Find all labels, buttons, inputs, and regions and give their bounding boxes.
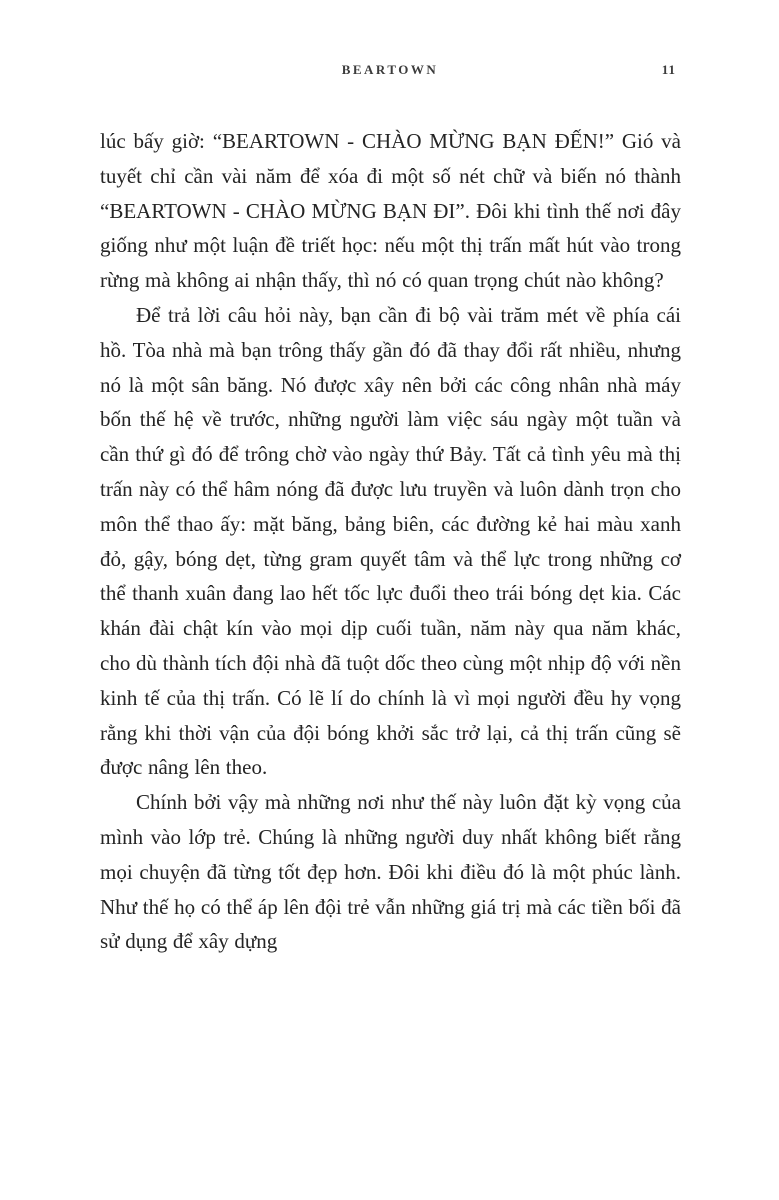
page-number: 11 <box>661 62 676 77</box>
paragraph: Để trả lời câu hỏi này, bạn cần đi bộ vài trăm mét về phía cái hồ. Tòa nhà mà bạn trông thấy gần đó đã thay đổi rất nhiều, nhưng nó là một sân băng. Nó được xây nên bởi các công nhân nhà máy bốn thế hệ về trước, những người làm việc sáu ngày một tuần và cần thứ gì đó để trông chờ vào ngày thứ Bảy. Tất cả tình yêu mà thị trấn này có thể hâm nóng đã được lưu truyền và luôn dành trọn cho môn thể thao ấy: mặt băng, bảng biên, các đường kẻ hai màu xanh đỏ, gậy, bóng dẹt, từng gram quyết tâm và thể lực trong những cơ thể thanh xuân đang lao hết tốc lực đuổi theo trái bóng dẹt kia. Các khán đài chật kín vào mọi dịp cuối tuần, năm này qua năm khác, cho dù thành tích đội nhà đã tuột dốc theo cùng một nhịp độ với nền kinh tế của thị trấn. Có lẽ lí do chính là vì mọi người đều hy vọng rằng khi thời vận của đội bóng khởi sắc trở lại, cả thị trấn cũng sẽ được nâng lên theo. <box>100 302 681 780</box>
running-title: BEARTOWN <box>341 62 439 77</box>
paragraph: Chính bởi vậy mà những nơi như thế này luôn đặt kỳ vọng của mình vào lớp trẻ. Chúng là những người duy nhất không biết rằng mọi chuyện đã từng tốt đẹp hơn. Đôi khi điều đó là một phúc lành. Như thế họ có thể áp lên đội trẻ vẫn những giá trị mà các tiền bối đã sử dụng để xây dựng <box>100 790 681 954</box>
running-header <box>100 62 680 78</box>
paragraph: lúc bấy giờ: “BEARTOWN - CHÀO MỪNG BẠN ĐẾN!” Gió và tuyết chỉ cần vài năm để xóa đi một số nét chữ và biến nó thành “BEARTOWN - CHÀO MỪNG BẠN ĐI”. Đôi khi tình thế nơi đây giống như một luận đề triết học: nếu một thị trấn mất hút vào trong rừng mà không ai nhận thấy, thì nó có quan trọng chút nào không? <box>100 129 681 293</box>
page-body <box>100 124 681 959</box>
